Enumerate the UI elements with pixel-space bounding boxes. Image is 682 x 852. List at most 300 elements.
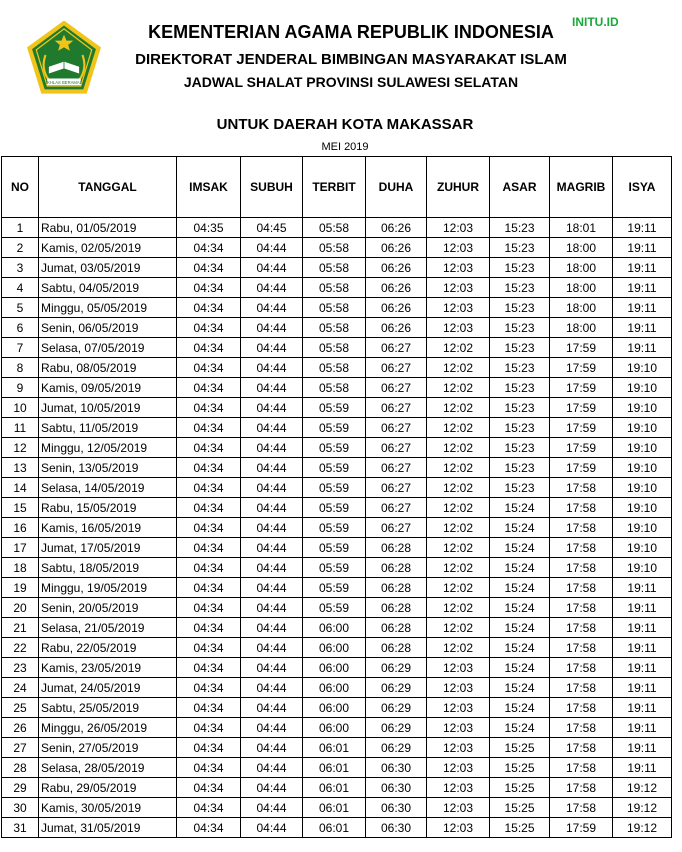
cell-tanggal: Minggu, 05/05/2019: [39, 298, 177, 318]
cell-terbit: 05:59: [303, 558, 366, 578]
table-row: [2, 738, 672, 758]
cell-no: 18: [2, 558, 39, 578]
logo-motto: IKHLAS BERAMAL: [45, 79, 83, 85]
table-row: [2, 638, 672, 658]
cell-asar: 15:23: [490, 398, 550, 418]
cell-isya: 19:11: [613, 758, 672, 778]
cell-duha: 06:26: [366, 278, 427, 298]
table-row: [2, 218, 672, 238]
cell-isya: 19:10: [613, 378, 672, 398]
cell-no: 30: [2, 798, 39, 818]
table-row: [2, 598, 672, 618]
cell-duha: 06:27: [366, 438, 427, 458]
cell-no: 28: [2, 758, 39, 778]
cell-tanggal: Selasa, 28/05/2019: [39, 758, 177, 778]
table-row: [2, 618, 672, 638]
column-header-tanggal: TANGGAL: [39, 157, 177, 218]
cell-asar: 15:23: [490, 478, 550, 498]
cell-subuh: 04:44: [241, 638, 303, 658]
cell-tanggal: Sabtu, 25/05/2019: [39, 698, 177, 718]
cell-asar: 15:23: [490, 218, 550, 238]
cell-magrib: 17:58: [550, 598, 613, 618]
cell-duha: 06:28: [366, 598, 427, 618]
cell-isya: 19:11: [613, 278, 672, 298]
cell-asar: 15:25: [490, 758, 550, 778]
cell-subuh: 04:44: [241, 698, 303, 718]
column-header-terbit: TERBIT: [303, 157, 366, 218]
cell-tanggal: Minggu, 12/05/2019: [39, 438, 177, 458]
cell-duha: 06:27: [366, 338, 427, 358]
cell-tanggal: Sabtu, 11/05/2019: [39, 418, 177, 438]
cell-duha: 06:29: [366, 738, 427, 758]
table-row: [2, 658, 672, 678]
cell-asar: 15:24: [490, 598, 550, 618]
table-row: [2, 518, 672, 538]
cell-terbit: 05:59: [303, 478, 366, 498]
cell-no: 4: [2, 278, 39, 298]
cell-asar: 15:24: [490, 698, 550, 718]
cell-duha: 06:28: [366, 578, 427, 598]
cell-isya: 19:11: [613, 738, 672, 758]
cell-duha: 06:27: [366, 498, 427, 518]
cell-no: 12: [2, 438, 39, 458]
cell-magrib: 18:00: [550, 238, 613, 258]
cell-subuh: 04:44: [241, 438, 303, 458]
cell-imsak: 04:34: [177, 778, 241, 798]
cell-magrib: 17:58: [550, 698, 613, 718]
cell-zuhur: 12:03: [427, 778, 490, 798]
table-row: [2, 338, 672, 358]
cell-subuh: 04:44: [241, 818, 303, 838]
cell-imsak: 04:34: [177, 618, 241, 638]
cell-zuhur: 12:02: [427, 458, 490, 478]
cell-magrib: 17:59: [550, 458, 613, 478]
cell-subuh: 04:44: [241, 258, 303, 278]
cell-imsak: 04:34: [177, 638, 241, 658]
cell-imsak: 04:34: [177, 538, 241, 558]
cell-tanggal: Jumat, 31/05/2019: [39, 818, 177, 838]
cell-terbit: 05:58: [303, 358, 366, 378]
cell-imsak: 04:34: [177, 318, 241, 338]
cell-imsak: 04:34: [177, 398, 241, 418]
cell-imsak: 04:34: [177, 498, 241, 518]
cell-no: 16: [2, 518, 39, 538]
cell-zuhur: 12:03: [427, 798, 490, 818]
cell-tanggal: Kamis, 23/05/2019: [39, 658, 177, 678]
cell-magrib: 17:58: [550, 738, 613, 758]
cell-magrib: 18:00: [550, 318, 613, 338]
cell-zuhur: 12:03: [427, 218, 490, 238]
cell-subuh: 04:44: [241, 298, 303, 318]
cell-zuhur: 12:03: [427, 258, 490, 278]
cell-subuh: 04:45: [241, 218, 303, 238]
cell-isya: 19:11: [613, 618, 672, 638]
cell-isya: 19:11: [613, 258, 672, 278]
cell-isya: 19:11: [613, 318, 672, 338]
cell-isya: 19:10: [613, 538, 672, 558]
cell-isya: 19:10: [613, 398, 672, 418]
cell-magrib: 17:59: [550, 358, 613, 378]
cell-terbit: 05:59: [303, 498, 366, 518]
cell-zuhur: 12:02: [427, 578, 490, 598]
cell-asar: 15:23: [490, 258, 550, 278]
cell-duha: 06:28: [366, 538, 427, 558]
cell-terbit: 05:58: [303, 278, 366, 298]
cell-magrib: 17:58: [550, 578, 613, 598]
cell-no: 6: [2, 318, 39, 338]
cell-asar: 15:23: [490, 238, 550, 258]
cell-terbit: 05:59: [303, 458, 366, 478]
table-row: [2, 278, 672, 298]
cell-isya: 19:11: [613, 658, 672, 678]
cell-tanggal: Jumat, 10/05/2019: [39, 398, 177, 418]
table-row: [2, 678, 672, 698]
cell-zuhur: 12:03: [427, 278, 490, 298]
cell-no: 7: [2, 338, 39, 358]
cell-tanggal: Jumat, 24/05/2019: [39, 678, 177, 698]
cell-subuh: 04:44: [241, 358, 303, 378]
cell-no: 19: [2, 578, 39, 598]
cell-terbit: 06:00: [303, 638, 366, 658]
cell-no: 2: [2, 238, 39, 258]
cell-zuhur: 12:02: [427, 538, 490, 558]
cell-zuhur: 12:03: [427, 818, 490, 838]
cell-asar: 15:23: [490, 438, 550, 458]
cell-tanggal: Jumat, 03/05/2019: [39, 258, 177, 278]
cell-tanggal: Selasa, 07/05/2019: [39, 338, 177, 358]
cell-zuhur: 12:02: [427, 478, 490, 498]
table-row: [2, 498, 672, 518]
column-header-duha: DUHA: [366, 157, 427, 218]
cell-imsak: 04:34: [177, 658, 241, 678]
cell-no: 23: [2, 658, 39, 678]
cell-subuh: 04:44: [241, 398, 303, 418]
cell-terbit: 05:59: [303, 438, 366, 458]
cell-asar: 15:24: [490, 638, 550, 658]
cell-no: 15: [2, 498, 39, 518]
cell-no: 26: [2, 718, 39, 738]
cell-asar: 15:24: [490, 658, 550, 678]
cell-zuhur: 12:03: [427, 658, 490, 678]
column-header-asar: ASAR: [490, 157, 550, 218]
cell-imsak: 04:34: [177, 518, 241, 538]
cell-asar: 15:25: [490, 798, 550, 818]
cell-tanggal: Kamis, 16/05/2019: [39, 518, 177, 538]
cell-tanggal: Selasa, 14/05/2019: [39, 478, 177, 498]
cell-asar: 15:24: [490, 678, 550, 698]
table-row: [2, 698, 672, 718]
cell-asar: 15:23: [490, 318, 550, 338]
cell-subuh: 04:44: [241, 658, 303, 678]
cell-no: 24: [2, 678, 39, 698]
cell-zuhur: 12:02: [427, 498, 490, 518]
cell-terbit: 06:00: [303, 718, 366, 738]
cell-imsak: 04:34: [177, 678, 241, 698]
cell-zuhur: 12:02: [427, 558, 490, 578]
cell-duha: 06:30: [366, 778, 427, 798]
cell-no: 20: [2, 598, 39, 618]
table-row: [2, 538, 672, 558]
cell-zuhur: 12:03: [427, 318, 490, 338]
cell-no: 11: [2, 418, 39, 438]
cell-tanggal: Minggu, 26/05/2019: [39, 718, 177, 738]
table-row: [2, 798, 672, 818]
cell-zuhur: 12:03: [427, 238, 490, 258]
cell-isya: 19:11: [613, 698, 672, 718]
cell-zuhur: 12:02: [427, 358, 490, 378]
cell-zuhur: 12:02: [427, 638, 490, 658]
cell-duha: 06:28: [366, 618, 427, 638]
cell-duha: 06:27: [366, 358, 427, 378]
cell-terbit: 06:01: [303, 738, 366, 758]
table-row: [2, 378, 672, 398]
cell-imsak: 04:34: [177, 238, 241, 258]
cell-imsak: 04:34: [177, 258, 241, 278]
cell-duha: 06:29: [366, 718, 427, 738]
cell-terbit: 05:59: [303, 538, 366, 558]
cell-duha: 06:30: [366, 818, 427, 838]
prayer-schedule-table: [1, 156, 672, 838]
cell-isya: 19:11: [613, 718, 672, 738]
cell-no: 25: [2, 698, 39, 718]
cell-subuh: 04:44: [241, 478, 303, 498]
cell-magrib: 17:59: [550, 398, 613, 418]
cell-no: 9: [2, 378, 39, 398]
cell-subuh: 04:44: [241, 498, 303, 518]
cell-terbit: 06:00: [303, 618, 366, 638]
cell-subuh: 04:44: [241, 458, 303, 478]
cell-no: 21: [2, 618, 39, 638]
cell-asar: 15:23: [490, 278, 550, 298]
cell-tanggal: Kamis, 09/05/2019: [39, 378, 177, 398]
column-header-no: NO: [2, 157, 39, 218]
cell-isya: 19:10: [613, 518, 672, 538]
cell-subuh: 04:44: [241, 718, 303, 738]
cell-tanggal: Selasa, 21/05/2019: [39, 618, 177, 638]
cell-magrib: 17:59: [550, 818, 613, 838]
cell-duha: 06:30: [366, 798, 427, 818]
cell-subuh: 04:44: [241, 378, 303, 398]
cell-zuhur: 12:03: [427, 678, 490, 698]
cell-duha: 06:30: [366, 758, 427, 778]
cell-zuhur: 12:02: [427, 378, 490, 398]
cell-zuhur: 12:02: [427, 618, 490, 638]
cell-no: 8: [2, 358, 39, 378]
cell-magrib: 18:00: [550, 298, 613, 318]
cell-zuhur: 12:03: [427, 718, 490, 738]
cell-imsak: 04:34: [177, 378, 241, 398]
cell-isya: 19:10: [613, 418, 672, 438]
cell-asar: 15:24: [490, 718, 550, 738]
cell-isya: 19:11: [613, 238, 672, 258]
cell-terbit: 05:58: [303, 218, 366, 238]
cell-tanggal: Minggu, 19/05/2019: [39, 578, 177, 598]
cell-magrib: 17:58: [550, 538, 613, 558]
cell-subuh: 04:44: [241, 558, 303, 578]
cell-terbit: 06:01: [303, 798, 366, 818]
cell-terbit: 05:59: [303, 418, 366, 438]
table-row: [2, 298, 672, 318]
cell-isya: 19:11: [613, 298, 672, 318]
column-header-magrib: MAGRIB: [550, 157, 613, 218]
column-header-subuh: SUBUH: [241, 157, 303, 218]
cell-magrib: 17:58: [550, 778, 613, 798]
cell-imsak: 04:34: [177, 298, 241, 318]
cell-imsak: 04:34: [177, 698, 241, 718]
cell-imsak: 04:34: [177, 558, 241, 578]
cell-zuhur: 12:02: [427, 438, 490, 458]
cell-tanggal: Sabtu, 18/05/2019: [39, 558, 177, 578]
cell-tanggal: Rabu, 08/05/2019: [39, 358, 177, 378]
table-row: [2, 318, 672, 338]
cell-magrib: 17:58: [550, 478, 613, 498]
cell-duha: 06:27: [366, 518, 427, 538]
cell-subuh: 04:44: [241, 758, 303, 778]
cell-subuh: 04:44: [241, 278, 303, 298]
cell-terbit: 05:58: [303, 378, 366, 398]
cell-imsak: 04:34: [177, 438, 241, 458]
column-header-isya: ISYA: [613, 157, 672, 218]
cell-imsak: 04:35: [177, 218, 241, 238]
cell-magrib: 17:58: [550, 758, 613, 778]
table-row: [2, 358, 672, 378]
cell-magrib: 17:58: [550, 518, 613, 538]
cell-imsak: 04:34: [177, 818, 241, 838]
cell-duha: 06:27: [366, 418, 427, 438]
cell-magrib: 17:58: [550, 618, 613, 638]
cell-no: 29: [2, 778, 39, 798]
cell-imsak: 04:34: [177, 758, 241, 778]
cell-isya: 19:10: [613, 478, 672, 498]
cell-terbit: 06:00: [303, 678, 366, 698]
cell-duha: 06:27: [366, 478, 427, 498]
table-row: [2, 558, 672, 578]
cell-zuhur: 12:03: [427, 758, 490, 778]
cell-tanggal: Senin, 27/05/2019: [39, 738, 177, 758]
cell-isya: 19:12: [613, 798, 672, 818]
cell-no: 3: [2, 258, 39, 278]
column-header-imsak: IMSAK: [177, 157, 241, 218]
cell-zuhur: 12:02: [427, 398, 490, 418]
cell-isya: 19:10: [613, 358, 672, 378]
cell-magrib: 17:59: [550, 438, 613, 458]
cell-isya: 19:11: [613, 338, 672, 358]
cell-isya: 19:12: [613, 818, 672, 838]
table-row: [2, 778, 672, 798]
cell-terbit: 06:01: [303, 778, 366, 798]
cell-imsak: 04:34: [177, 798, 241, 818]
cell-isya: 19:10: [613, 558, 672, 578]
cell-zuhur: 12:02: [427, 338, 490, 358]
cell-no: 27: [2, 738, 39, 758]
cell-subuh: 04:44: [241, 778, 303, 798]
cell-duha: 06:28: [366, 638, 427, 658]
cell-isya: 19:10: [613, 438, 672, 458]
cell-imsak: 04:34: [177, 358, 241, 378]
cell-no: 17: [2, 538, 39, 558]
directorate-title: DIREKTORAT JENDERAL BIMBINGAN MASYARAKAT ISLAM: [135, 51, 567, 68]
cell-no: 13: [2, 458, 39, 478]
table-row: [2, 578, 672, 598]
cell-isya: 19:10: [613, 498, 672, 518]
cell-no: 10: [2, 398, 39, 418]
cell-asar: 15:23: [490, 358, 550, 378]
cell-duha: 06:29: [366, 658, 427, 678]
cell-duha: 06:27: [366, 458, 427, 478]
cell-subuh: 04:44: [241, 618, 303, 638]
cell-imsak: 04:34: [177, 418, 241, 438]
cell-tanggal: Rabu, 22/05/2019: [39, 638, 177, 658]
cell-asar: 15:25: [490, 778, 550, 798]
cell-asar: 15:24: [490, 558, 550, 578]
cell-zuhur: 12:03: [427, 298, 490, 318]
cell-tanggal: Sabtu, 04/05/2019: [39, 278, 177, 298]
cell-tanggal: Senin, 06/05/2019: [39, 318, 177, 338]
table-row: [2, 418, 672, 438]
cell-zuhur: 12:02: [427, 518, 490, 538]
cell-magrib: 17:58: [550, 658, 613, 678]
cell-imsak: 04:34: [177, 278, 241, 298]
cell-subuh: 04:44: [241, 338, 303, 358]
cell-magrib: 17:58: [550, 498, 613, 518]
month-label: MEI 2019: [321, 141, 369, 153]
cell-terbit: 05:58: [303, 238, 366, 258]
cell-terbit: 05:58: [303, 338, 366, 358]
cell-no: 5: [2, 298, 39, 318]
cell-asar: 15:23: [490, 338, 550, 358]
cell-magrib: 17:58: [550, 638, 613, 658]
cell-terbit: 05:59: [303, 518, 366, 538]
cell-subuh: 04:44: [241, 598, 303, 618]
cell-imsak: 04:34: [177, 738, 241, 758]
cell-isya: 19:11: [613, 218, 672, 238]
cell-imsak: 04:34: [177, 478, 241, 498]
source-watermark: INITU.ID: [572, 15, 619, 29]
cell-zuhur: 12:02: [427, 598, 490, 618]
cell-magrib: 18:01: [550, 218, 613, 238]
cell-terbit: 05:59: [303, 578, 366, 598]
table-row: [2, 238, 672, 258]
ministry-title: KEMENTERIAN AGAMA REPUBLIK INDONESIA: [148, 22, 554, 42]
cell-terbit: 06:01: [303, 758, 366, 778]
table-header-row: [2, 157, 672, 218]
cell-subuh: 04:44: [241, 798, 303, 818]
cell-isya: 19:10: [613, 458, 672, 478]
cell-duha: 06:27: [366, 378, 427, 398]
cell-asar: 15:25: [490, 738, 550, 758]
cell-duha: 06:26: [366, 318, 427, 338]
cell-magrib: 18:00: [550, 258, 613, 278]
cell-subuh: 04:44: [241, 538, 303, 558]
cell-tanggal: Rabu, 29/05/2019: [39, 778, 177, 798]
cell-zuhur: 12:02: [427, 418, 490, 438]
cell-subuh: 04:44: [241, 318, 303, 338]
cell-imsak: 04:34: [177, 718, 241, 738]
cell-terbit: 05:58: [303, 318, 366, 338]
cell-imsak: 04:34: [177, 598, 241, 618]
cell-subuh: 04:44: [241, 738, 303, 758]
cell-asar: 15:24: [490, 518, 550, 538]
cell-terbit: 06:00: [303, 698, 366, 718]
table-row: [2, 818, 672, 838]
cell-asar: 15:24: [490, 538, 550, 558]
cell-tanggal: Kamis, 02/05/2019: [39, 238, 177, 258]
cell-subuh: 04:44: [241, 238, 303, 258]
cell-terbit: 05:58: [303, 258, 366, 278]
cell-terbit: 06:01: [303, 818, 366, 838]
cell-isya: 19:12: [613, 778, 672, 798]
cell-asar: 15:24: [490, 498, 550, 518]
